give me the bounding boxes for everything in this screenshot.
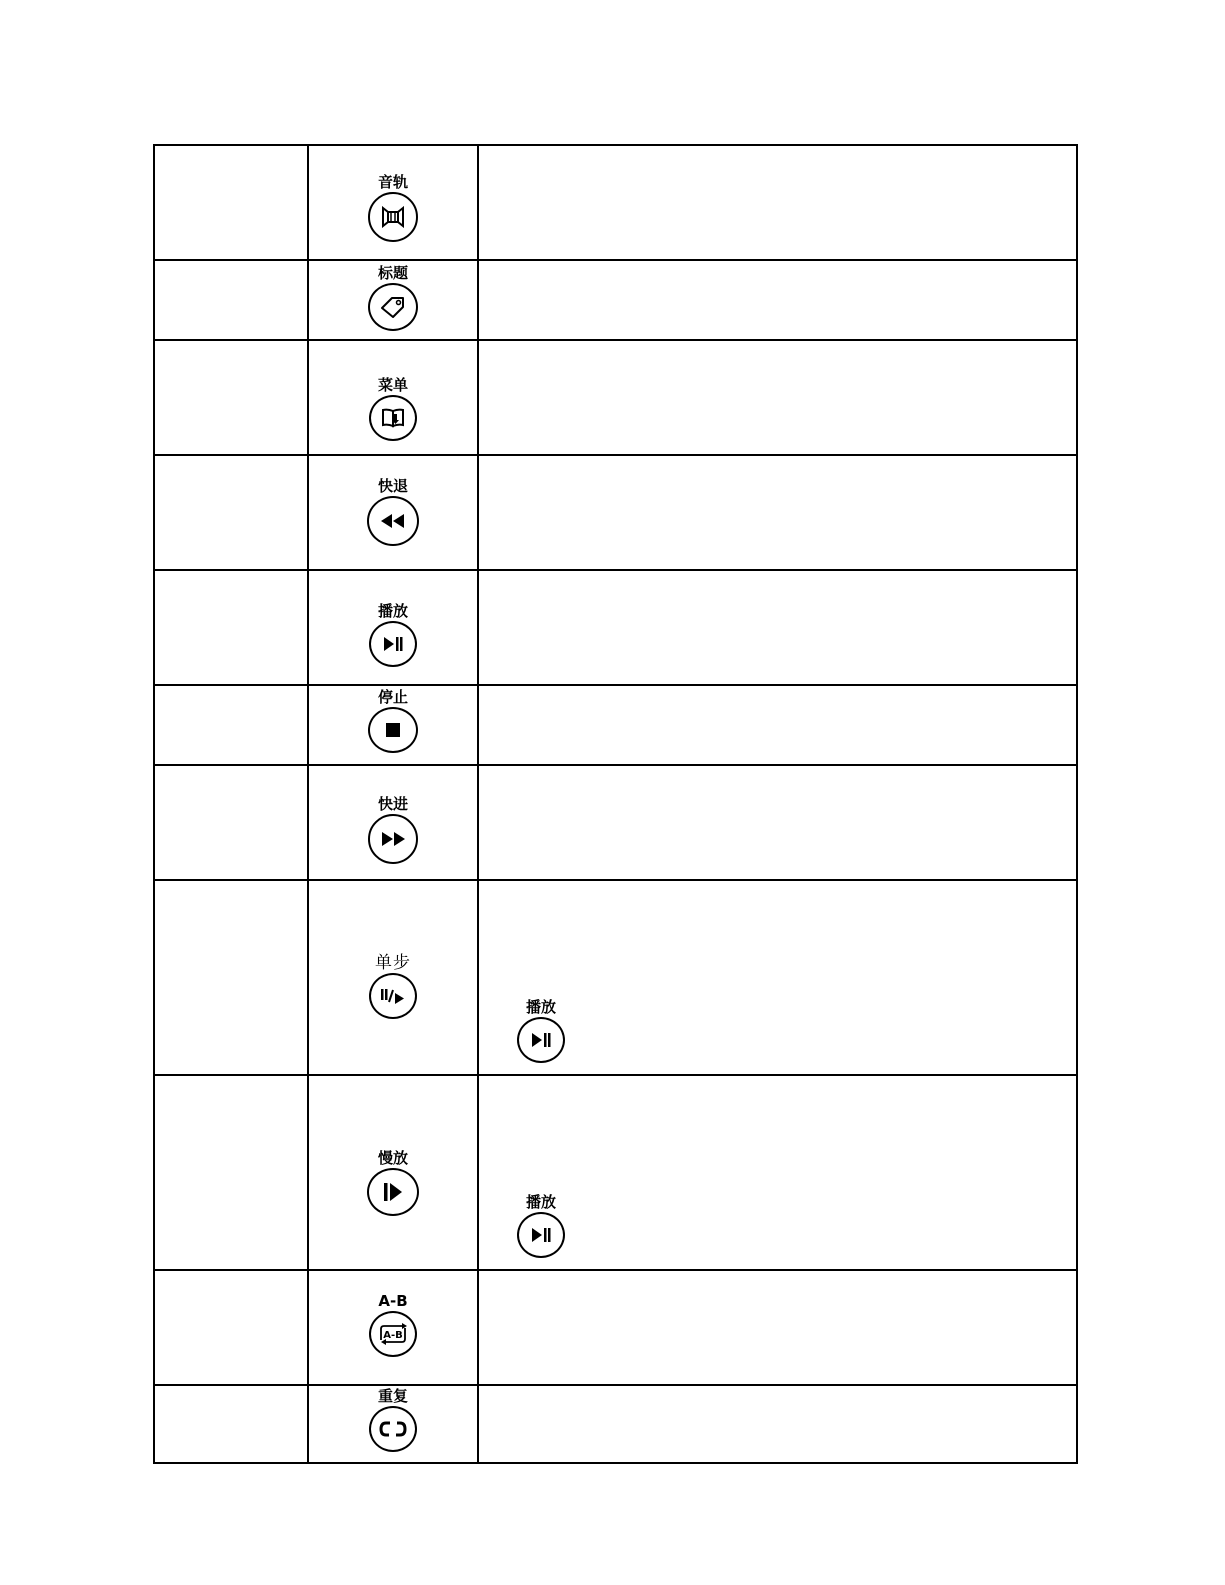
inline-play-button — [517, 999, 565, 1063]
repeat-button — [309, 1388, 477, 1452]
description-cell — [478, 260, 1077, 340]
table-row — [154, 145, 1077, 260]
step-button — [309, 955, 477, 1019]
function-name-cell — [154, 1385, 308, 1463]
fast-rewind-icon — [367, 496, 419, 546]
function-name-cell — [154, 455, 308, 570]
audio-track-button — [309, 174, 477, 242]
fast-rewind-button — [309, 478, 477, 546]
button-cell — [308, 570, 478, 685]
table-row — [154, 1270, 1077, 1385]
table-row — [154, 1075, 1077, 1270]
table-row — [154, 260, 1077, 340]
svg-text:A-B: A-B — [383, 1330, 403, 1341]
description-cell — [478, 340, 1077, 455]
description-cell — [478, 145, 1077, 260]
button-label: 慢放 — [377, 1149, 408, 1167]
button-label: 播放 — [525, 1193, 556, 1211]
fast-forward-button — [309, 796, 477, 864]
function-name-cell — [154, 260, 308, 340]
function-name-cell — [154, 340, 308, 455]
button-cell — [308, 260, 478, 340]
repeat-icon — [369, 1406, 417, 1452]
button-label: 标题 — [377, 264, 408, 282]
button-label: 快进 — [377, 795, 408, 813]
play-button — [309, 603, 477, 667]
play-pause-icon — [369, 621, 417, 667]
description-cell — [478, 1385, 1077, 1463]
description-cell — [478, 1075, 1077, 1270]
button-cell — [308, 1270, 478, 1385]
button-label: 重复 — [377, 1387, 408, 1405]
button-label: 停止 — [377, 688, 408, 706]
button-label: A-B — [378, 1292, 408, 1310]
play-pause-icon — [517, 1017, 565, 1063]
function-name-cell — [154, 570, 308, 685]
function-name-cell — [154, 1075, 308, 1270]
button-cell — [308, 685, 478, 765]
tag-icon — [368, 283, 418, 331]
button-cell — [308, 455, 478, 570]
description-cell — [478, 1270, 1077, 1385]
table-row — [154, 880, 1077, 1075]
description-cell — [478, 880, 1077, 1075]
button-cell — [308, 880, 478, 1075]
function-name-cell — [154, 145, 308, 260]
audio-track-icon — [368, 192, 418, 242]
button-cell — [308, 145, 478, 260]
inline-play-button — [517, 1194, 565, 1258]
description-cell — [478, 685, 1077, 765]
table-row — [154, 570, 1077, 685]
button-label: 快退 — [377, 477, 408, 495]
table-row — [154, 340, 1077, 455]
description-cell — [478, 765, 1077, 880]
button-cell — [308, 340, 478, 455]
fast-forward-icon — [368, 814, 418, 864]
button-cell — [308, 765, 478, 880]
remote-buttons-table — [153, 144, 1078, 1464]
button-cell — [308, 1075, 478, 1270]
table-row — [154, 1385, 1077, 1463]
title-button — [309, 265, 477, 331]
description-cell — [478, 455, 1077, 570]
table-row — [154, 685, 1077, 765]
stop-icon — [368, 707, 418, 753]
button-label: 播放 — [377, 602, 408, 620]
menu-button — [309, 377, 477, 441]
table-row — [154, 455, 1077, 570]
description-cell — [478, 570, 1077, 685]
ab-repeat-icon — [369, 1311, 417, 1357]
function-name-cell — [154, 880, 308, 1075]
stop-button — [309, 689, 477, 753]
button-label: 菜单 — [377, 376, 408, 394]
button-label: 单步 — [375, 953, 411, 973]
button-label: 音轨 — [377, 173, 408, 191]
button-label: 播放 — [525, 998, 556, 1016]
function-name-cell — [154, 685, 308, 765]
slow-play-icon — [367, 1168, 419, 1216]
function-name-cell — [154, 765, 308, 880]
book-icon — [369, 395, 417, 441]
slow-play-button — [309, 1150, 477, 1216]
ab-repeat-button — [309, 1293, 477, 1357]
button-cell — [308, 1385, 478, 1463]
play-pause-icon — [517, 1212, 565, 1258]
function-name-cell — [154, 1270, 308, 1385]
table-row — [154, 765, 1077, 880]
step-icon — [369, 973, 417, 1019]
